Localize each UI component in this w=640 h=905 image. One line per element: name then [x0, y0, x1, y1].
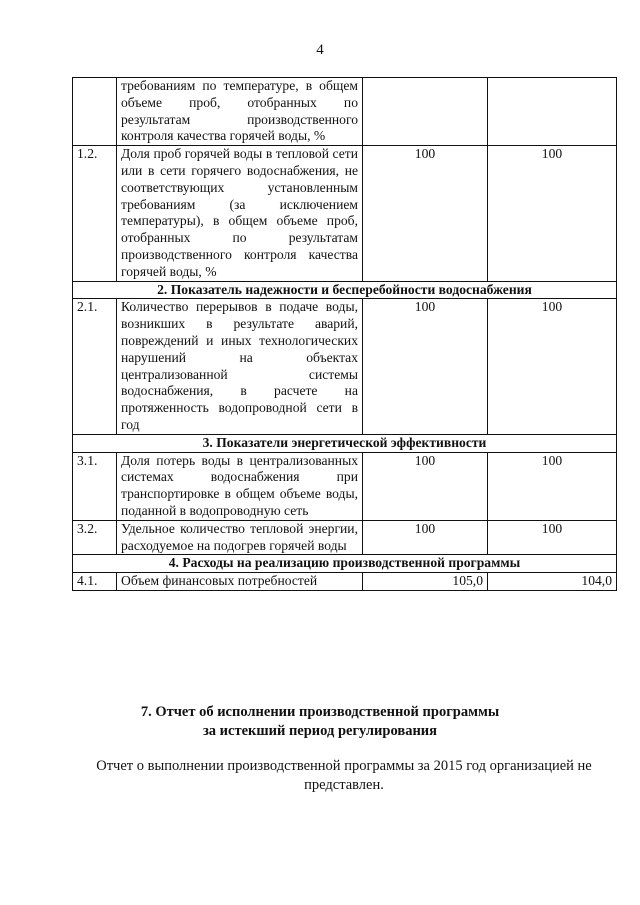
row-value-1: 100 [363, 299, 488, 434]
row-value-2: 104,0 [488, 573, 617, 591]
row-value-1: 105,0 [363, 573, 488, 591]
section-heading: 4. Расходы на реализацию производственной программы [73, 555, 617, 573]
row-number: 1.2. [73, 146, 117, 281]
row-number: 3.2. [73, 520, 117, 555]
table-row [73, 573, 617, 591]
row-value-1 [363, 78, 488, 146]
section-7-title [0, 703, 640, 741]
section-7-title-line2: за истекший период регулирования [202, 723, 438, 739]
row-description: Доля потерь воды в централизованных системах водоснабжения при транспортировке в общем объеме воды, поданной в водопроводную сеть [117, 452, 363, 520]
page-number: 4 [316, 42, 324, 58]
row-value-2 [488, 78, 617, 146]
table-row [73, 452, 617, 520]
section-row [73, 281, 617, 299]
indicators-table [72, 77, 617, 591]
table-row [73, 78, 617, 146]
row-value-2: 100 [488, 146, 617, 281]
row-description: Доля проб горячей воды в тепловой сети или в сети горячего водоснабжения, не соответствующих установленным требованиям (за исключением температуры), в общем объеме проб, отобранных по результатам производственного контроля качества горячей воды, % [117, 146, 363, 281]
row-value-2: 100 [488, 299, 617, 434]
row-description: Удельное количество тепловой энергии, расходуемое на подогрев горячей воды [117, 520, 363, 555]
table-row [73, 520, 617, 555]
section-row [73, 434, 617, 452]
table-row [73, 299, 617, 434]
table-row [73, 146, 617, 281]
row-value-1: 100 [363, 520, 488, 555]
section-7-text: Отчет о выполнении производственной программы за 2015 год организацией не представлен. [96, 758, 592, 793]
row-value-2: 100 [488, 520, 617, 555]
row-number: 4.1. [73, 573, 117, 591]
row-value-1: 100 [363, 146, 488, 281]
row-value-1: 100 [363, 452, 488, 520]
row-description: Объем финансовых потребностей [117, 573, 363, 591]
section-row [73, 555, 617, 573]
section-heading: 3. Показатели энергетической эффективности [73, 434, 617, 452]
row-value-2: 100 [488, 452, 617, 520]
row-description: Количество перерывов в подаче воды, возникших в результате аварий, повреждений и иных технологических нарушений на объектах централизованной системы водоснабжения, в расчете на протяженность водопроводной сети в год [117, 299, 363, 434]
section-heading: 2. Показатель надежности и бесперебойности водоснабжения [73, 281, 617, 299]
row-number [73, 78, 117, 146]
row-number: 3.1. [73, 452, 117, 520]
section-7-title-line1: 7. Отчет об исполнении производственной программы [140, 704, 500, 720]
row-number: 2.1. [73, 299, 117, 434]
row-description: требованиям по температуре, в общем объеме проб, отобранных по результатам производственного контроля качества горячей воды, % [117, 78, 363, 146]
